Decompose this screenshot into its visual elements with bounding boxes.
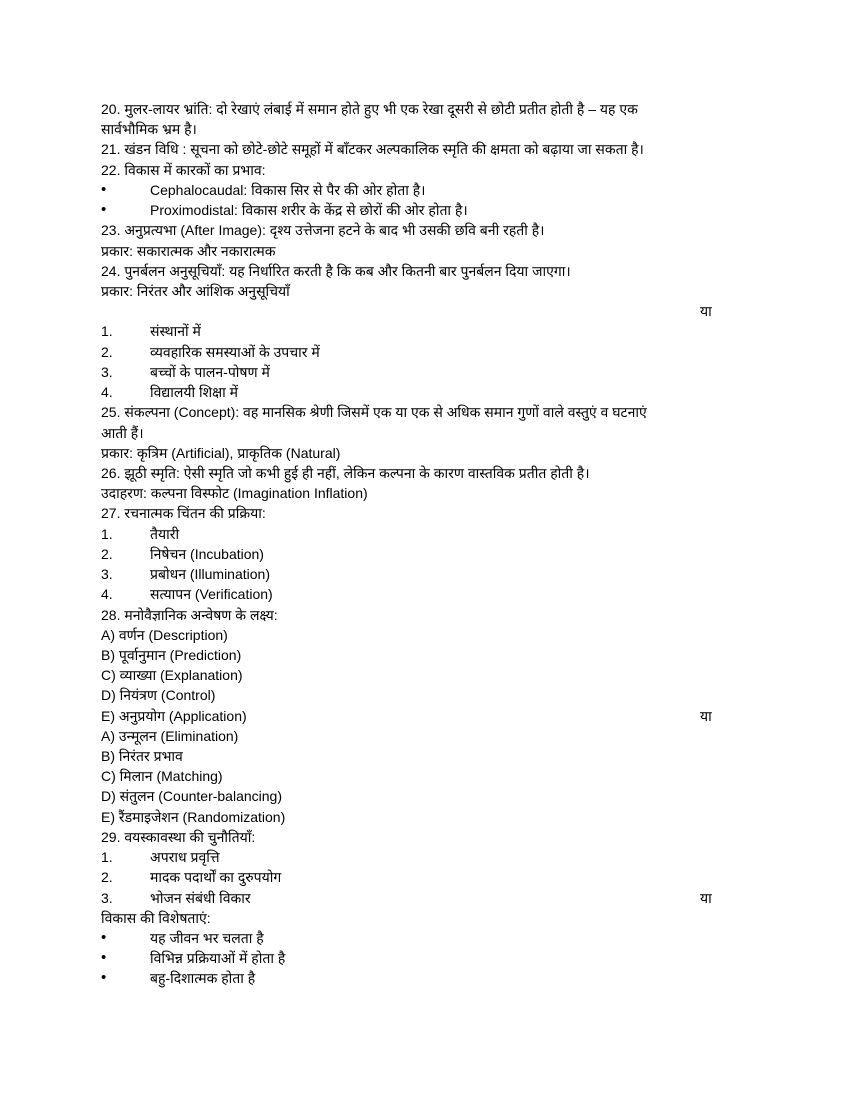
line-q28 (101, 605, 751, 625)
list-item-text: यह जीवन भर चलता है (150, 930, 264, 947)
list-item-text: तैयारी (150, 525, 180, 542)
paragraph-text: 23. अनुप्रत्यभा (After Image): दृश्य उत्तेजना हटने के बाद भी उसकी छवि बनी रहती है। (101, 222, 545, 239)
line-dev-b3 (101, 968, 751, 988)
line-q23 (101, 220, 751, 240)
line-o2 (101, 342, 751, 362)
bullet-marker: • (101, 949, 107, 967)
paragraph-text: 25. संकल्पना (Concept): वह मानसिक श्रेणी जिसमें एक या एक से अधिक समान गुणों वाले वस्तुएं व घटनाएं (101, 404, 647, 421)
list-number: 3. (101, 566, 113, 583)
line-q21 (101, 139, 751, 159)
line-q22 (101, 160, 751, 180)
line-q29 (101, 827, 751, 847)
paragraph-text: प्रकार: कृत्रिम (Artificial), प्राकृतिक (Natural) (101, 444, 341, 461)
bullet-marker: • (101, 180, 107, 198)
line-q27 (101, 503, 751, 523)
list-number: 2. (101, 869, 113, 886)
line-q20-line2 (101, 119, 751, 139)
list-item-text: विद्यालयी शिक्षा में (150, 384, 239, 401)
list-item-text: निषेचन (Incubation) (150, 545, 264, 562)
or-label: या (700, 707, 712, 724)
list-number: 1. (101, 849, 113, 866)
line-alt-d (101, 786, 751, 806)
line-or-1 (101, 301, 751, 321)
paragraph-text: प्रकार: सकारात्मक और नकारात्मक (101, 242, 276, 259)
line-o3 (101, 362, 751, 382)
list-item-text: प्रबोधन (Illumination) (150, 566, 270, 583)
list-item-text: बहु-दिशात्मक होता है (150, 970, 256, 987)
paragraph-text: C) मिलान (Matching) (101, 768, 223, 785)
line-q27-1 (101, 524, 751, 544)
or-label: या (700, 303, 712, 320)
list-number: 2. (101, 343, 113, 360)
line-q24-types (101, 281, 751, 301)
list-number: 3. (101, 363, 113, 380)
list-item-text: व्यवहारिक समस्याओं के उपचार में (150, 343, 320, 360)
line-alt-e (101, 807, 751, 827)
line-q28-e (101, 706, 751, 726)
list-number: 1. (101, 525, 113, 542)
line-q28-d (101, 685, 751, 705)
paragraph-text: 21. खंडन विधि : सूचना को छोटे-छोटे समूहों में बाँटकर अल्पकालिक स्मृति की क्षमता को बढ़ाया जा सकता है। (101, 141, 644, 158)
paragraph-text: A) उन्मूलन (Elimination) (101, 727, 239, 744)
line-q24 (101, 261, 751, 281)
paragraph-text: 24. पुनर्बलन अनुसूचियाँ: यह निर्धारित करती है कि कब और कितनी बार पुनर्बलन दिया जाएगा। (101, 262, 571, 279)
paragraph-text: सार्वभौमिक भ्रम है। (101, 121, 197, 138)
list-item-text: मादक पदार्थों का दुरुपयोग (150, 869, 282, 886)
paragraph-text: उदाहरण: कल्पना विस्फोट (Imagination Inflation) (101, 485, 368, 502)
list-item-text: बच्चों के पालन-पोषण में (150, 363, 270, 380)
list-item-text: विभिन्न प्रक्रियाओं में होता है (150, 950, 286, 967)
paragraph-text: विकास की विशेषताएं: (101, 909, 211, 926)
list-number: 2. (101, 545, 113, 562)
bullet-marker: • (101, 969, 107, 987)
line-q25-line2 (101, 423, 751, 443)
paragraph-text: D) नियंत्रण (Control) (101, 687, 216, 704)
paragraph-text: E) अनुप्रयोग (Application) (101, 707, 247, 724)
bullet-marker: • (101, 929, 107, 947)
line-o1 (101, 321, 751, 341)
paragraph-text: B) निरंतर प्रभाव (101, 748, 183, 765)
paragraph-text: 27. रचनात्मक चिंतन की प्रक्रिया: (101, 505, 266, 522)
paragraph-text: A) वर्णन (Description) (101, 626, 228, 643)
bullet-marker: • (101, 201, 107, 219)
list-item-text: संस्थानों में (150, 323, 201, 340)
list-item-text: Proximodistal: विकास शरीर के केंद्र से छोरों की ओर होता है। (150, 202, 468, 219)
paragraph-text: E) रैंडमाइजेशन (Randomization) (101, 808, 286, 825)
line-alt-a (101, 726, 751, 746)
line-q28-a (101, 625, 751, 645)
list-item-text: सत्यापन (Verification) (150, 586, 273, 603)
line-q25-types (101, 443, 751, 463)
paragraph-text: 22. विकास में कारकों का प्रभाव: (101, 161, 266, 178)
line-q22-b2 (101, 200, 751, 220)
line-q22-b1 (101, 180, 751, 200)
paragraph-text: 28. मनोवैज्ञानिक अन्वेषण के लक्ष्य: (101, 606, 278, 623)
line-q26-example (101, 483, 751, 503)
paragraph-text: 29. वयस्कावस्था की चुनौतियाँ: (101, 828, 256, 845)
line-q27-4 (101, 584, 751, 604)
line-q29-2 (101, 867, 751, 887)
or-label: या (700, 889, 712, 906)
line-q29-1 (101, 847, 751, 867)
paragraph-text: 26. झूठी स्मृति: ऐसी स्मृति जो कभी हुई ही नहीं, लेकिन कल्पना के कारण वास्तविक प्रतीत होती है। (101, 464, 590, 481)
list-number: 3. (101, 889, 113, 906)
list-number: 4. (101, 586, 113, 603)
paragraph-text: आती हैं। (101, 424, 144, 441)
list-number: 1. (101, 323, 113, 340)
line-dev-b2 (101, 948, 751, 968)
list-item-text: Cephalocaudal: विकास सिर से पैर की ओर होता है। (150, 181, 426, 198)
line-q28-b (101, 645, 751, 665)
line-q27-2 (101, 544, 751, 564)
line-q27-3 (101, 564, 751, 584)
line-dev-b1 (101, 928, 751, 948)
line-q23-types (101, 241, 751, 261)
line-q29-3 (101, 888, 751, 908)
paragraph-text: D) संतुलन (Counter-balancing) (101, 788, 282, 805)
paragraph-text: B) पूर्वानुमान (Prediction) (101, 646, 242, 663)
line-alt-b (101, 746, 751, 766)
line-q20-line1 (101, 99, 751, 119)
line-q25-line1 (101, 402, 751, 422)
paragraph-text: C) व्याख्या (Explanation) (101, 667, 243, 684)
paragraph-text: 20. मुलर-लायर भ्रांति: दो रेखाएं लंबाई में समान होते हुए भी एक रेखा दूसरी से छोटी प्रतीत होती है – यह एक (101, 101, 638, 117)
line-q26 (101, 463, 751, 483)
paragraph-text: प्रकार: निरंतर और आंशिक अनुसूचियाँ (101, 282, 290, 299)
line-q28-c (101, 665, 751, 685)
line-alt-c (101, 766, 751, 786)
line-dev-heading (101, 908, 751, 928)
list-item-text: भोजन संबंधी विकार (150, 889, 251, 906)
line-o4 (101, 382, 751, 402)
list-item-text: अपराध प्रवृत्ति (150, 849, 220, 866)
list-number: 4. (101, 384, 113, 401)
